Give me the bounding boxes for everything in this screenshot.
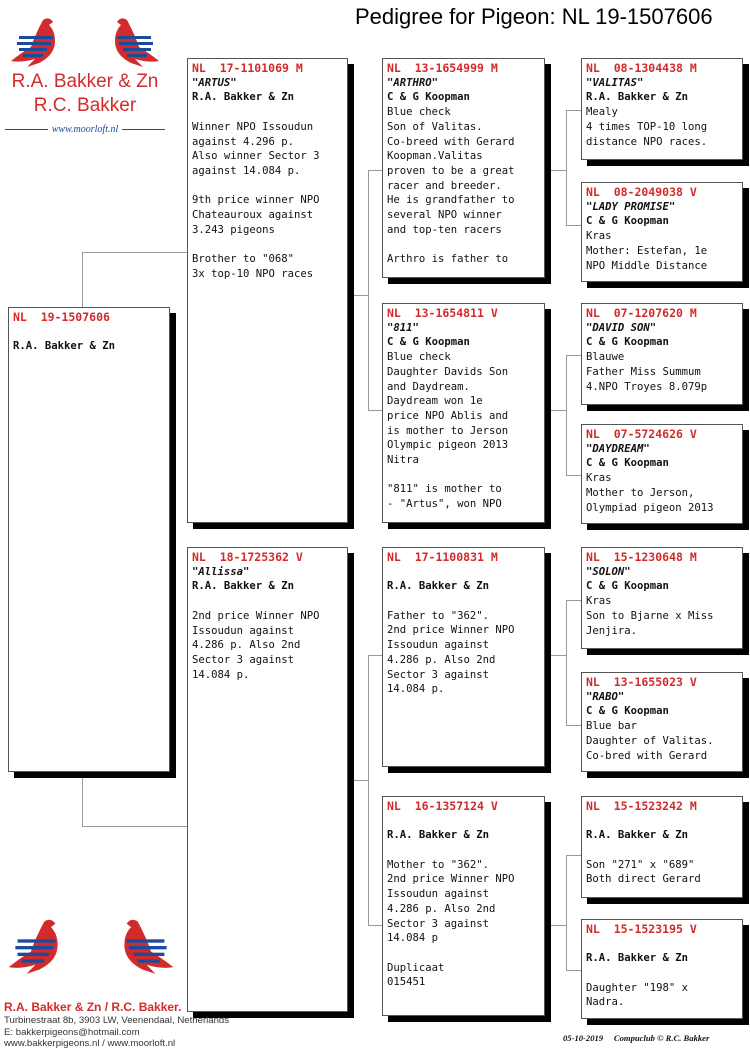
connector (566, 855, 567, 970)
note-line (586, 966, 738, 981)
ring-number: NL 07-1207620 M (586, 306, 697, 320)
note-line: is mother to Jerson (387, 424, 509, 437)
note-line: - "Artus", won NPO (387, 498, 502, 511)
pigeon-name: "Allissa" (192, 565, 250, 578)
note-line: Both direct Gerard (586, 873, 701, 886)
note-line (192, 594, 343, 609)
breeder: C & G Koopman (387, 91, 470, 104)
pigeon-card-dss[interactable] (581, 547, 743, 649)
note-line: racer and breeder. (387, 179, 502, 192)
note-line: Brother to "068" (192, 253, 295, 266)
note-line: Koopman.Valitas (387, 150, 483, 163)
note-line: price NPO Ablis and (387, 409, 509, 422)
note-line: 14.084 p. (192, 668, 250, 681)
note-line: Jenjira. (586, 624, 638, 637)
pigeon-card-ssd[interactable] (581, 182, 743, 282)
note-line: Olympiad pigeon 2013 (586, 501, 714, 514)
note-line: Daughter Davids Son (387, 365, 509, 378)
pigeon-name: "LADY PROMISE" (586, 200, 676, 213)
note-line: and Daydream. (387, 380, 470, 393)
ring-number: NL 08-1304438 M (586, 61, 697, 75)
connector (348, 780, 368, 781)
contact-name: R.A. Bakker & Zn / R.C. Bakker. (4, 1000, 182, 1014)
note-line: Daydream won 1e (387, 395, 483, 408)
logo-top (5, 14, 165, 135)
breeder: C & G Koopman (586, 336, 669, 349)
connector (566, 855, 582, 856)
connector (368, 925, 383, 926)
note-line: Daughter "198" x (586, 981, 689, 994)
ring-number: NL 07-5724626 V (586, 427, 697, 441)
note-line: NPO Middle Distance (586, 259, 708, 272)
connector (545, 655, 566, 656)
pigeon-name: "DAVID SON" (586, 321, 657, 334)
note-line: "811" is mother to (387, 483, 502, 496)
pigeon-card-sdd[interactable] (581, 424, 743, 524)
note-line: 4.286 p. Also 2nd (192, 639, 301, 652)
connector (566, 600, 582, 601)
connector (566, 600, 567, 725)
pigeon-card-sire-sire[interactable] (382, 58, 545, 278)
footer (563, 1033, 709, 1043)
page-title: Pedigree for Pigeon: NL 19-1507606 (355, 4, 713, 29)
note-line: 2nd price Winner NPO (192, 609, 320, 622)
pigeon-pair-logo-bottom-icon (2, 900, 180, 992)
contact-address: Turbinestraat 8b, 3903 LW, Veenendaal, Netherlands (4, 1015, 230, 1026)
note-line: Father to "362". (387, 609, 490, 622)
breeder: R.A. Bakker & Zn (387, 829, 490, 842)
connector (82, 252, 188, 253)
note-line: Mother: Estefan, 1e (586, 244, 708, 257)
note-line: Mother to Jerson, (586, 486, 695, 499)
note-line (387, 843, 540, 858)
note-line: Chateauroux against (192, 209, 314, 221)
note-line (192, 105, 343, 120)
pigeon-card-sire-dam[interactable] (382, 303, 545, 523)
pigeon-card-dam[interactable] (187, 547, 348, 1012)
breeder: R.A. Bakker & Zn (387, 580, 490, 593)
note-line (387, 468, 540, 483)
pigeon-card-dsd[interactable] (581, 672, 743, 772)
note-line: 2nd price Winner NPO (387, 624, 515, 637)
note-line: Sector 3 against (387, 917, 490, 930)
connector (82, 826, 188, 827)
note-line: 4 times TOP-10 long (586, 120, 708, 133)
breeder: C & G Koopman (586, 457, 669, 470)
footer-date: 05-10-2019 (563, 1033, 604, 1043)
ring-number: NL 08-2049038 V (586, 185, 697, 199)
note-line: Daughter of Valitas. (586, 734, 714, 747)
note-line: Blue check (387, 106, 451, 119)
note-line: 4.286 p. Also 2nd (387, 653, 496, 666)
breeder: C & G Koopman (586, 580, 669, 593)
note-line (387, 946, 540, 961)
pigeon-name (387, 565, 540, 580)
ring-number: NL 13-1655023 V (586, 675, 697, 689)
ring-number: NL 16-1357124 V (387, 799, 498, 813)
connector (566, 225, 582, 226)
breeder: C & G Koopman (387, 336, 470, 349)
pigeon-name: "ARTHRO" (387, 76, 439, 89)
pigeon-card-dam-dam[interactable] (382, 796, 545, 1016)
note-line: 2nd price Winner NPO (387, 873, 515, 886)
note-line: Father Miss Summum (586, 365, 701, 378)
pigeon-name (586, 937, 738, 952)
ring-number: NL 15-1523242 M (586, 799, 697, 813)
ring-number: NL 19-1507606 (13, 310, 110, 324)
connector (566, 475, 582, 476)
breeder: C & G Koopman (586, 215, 669, 228)
note-line: Nitra (387, 454, 419, 467)
note-line: proven to be a great (387, 164, 515, 177)
ring-number: NL 13-1654811 V (387, 306, 498, 320)
note-line: Olympic pigeon 2013 (387, 439, 509, 452)
note-line: 4.NPO Troyes 8.079p (586, 380, 708, 393)
note-line: Issoudun against (387, 888, 490, 901)
note-line: 4.286 p. Also 2nd (387, 902, 496, 915)
pigeon-card-subject[interactable] (8, 307, 170, 772)
note-line: Kras (586, 472, 612, 485)
ring-number: NL 18-1725362 V (192, 550, 303, 564)
contact-web[interactable]: www.bakkerpigeons.nl / www.moorloft.nl (4, 1038, 176, 1049)
pigeon-name (387, 814, 540, 829)
connector (566, 110, 567, 225)
contact-email[interactable]: E: bakkerpigeons@hotmail.com (4, 1026, 140, 1038)
note-line: Son of Valitas. (387, 120, 483, 133)
note-line: distance NPO races. (586, 135, 708, 148)
note-line: 015451 (387, 976, 426, 989)
ring-number: NL 15-1230648 M (586, 550, 697, 564)
pigeon-card-sss[interactable] (581, 58, 743, 160)
breeder: C & G Koopman (586, 705, 669, 718)
note-line: 14.084 p. (387, 683, 445, 696)
breeder: R.A. Bakker & Zn (586, 91, 689, 104)
ring-number: NL 17-1101069 M (192, 61, 303, 75)
note-line: Winner NPO Issoudun (192, 120, 314, 133)
note-line (387, 237, 540, 252)
note-line: Kras (586, 595, 612, 608)
pigeon-card-sire[interactable] (187, 58, 348, 523)
logo-line2: R.C. Bakker (33, 95, 137, 116)
pigeon-name: "SOLON" (586, 565, 631, 578)
connector (368, 170, 383, 171)
ring-number: NL 13-1654999 M (387, 61, 498, 75)
note-line (387, 594, 540, 609)
pigeon-card-ddd[interactable] (581, 919, 743, 1019)
ring-number: NL 15-1523195 V (586, 922, 697, 936)
connector (545, 410, 566, 411)
pigeon-card-dds[interactable] (581, 796, 743, 898)
note-line (192, 179, 343, 194)
connector (566, 725, 582, 726)
connector (566, 355, 582, 356)
breeder: R.A. Bakker & Zn (586, 952, 689, 965)
logo-line1: R.A. Bakker & Zn (11, 71, 159, 92)
connector (348, 295, 368, 296)
note-line: Also winner Sector 3 (192, 150, 320, 163)
breeder: R.A. Bakker & Zn (192, 91, 295, 104)
pigeon-name: "ARTUS" (192, 76, 237, 89)
note-line: 9th price winner NPO (192, 194, 320, 207)
connector (566, 970, 582, 971)
note-line: Issoudun against (387, 639, 490, 652)
connector (566, 355, 567, 475)
note-line: Blauwe (586, 351, 625, 364)
pigeon-name: "811" (387, 321, 419, 334)
pigeon-name: "RABO" (586, 690, 625, 703)
contact-block (4, 1000, 229, 1050)
note-line: Mealy (586, 106, 618, 119)
pigeon-card-sds[interactable] (581, 303, 743, 405)
breeder: R.A. Bakker & Zn (586, 829, 689, 842)
note-line: 3x top-10 NPO races (192, 267, 314, 280)
pigeon-name: "DAYDREAM" (586, 442, 650, 455)
note-line: Sector 3 against (387, 668, 490, 681)
logo-website: www.moorloft.nl (51, 124, 119, 135)
connector (368, 170, 369, 410)
breeder: R.A. Bakker & Zn (192, 580, 295, 593)
note-line: Co-bred with Gerard (586, 749, 708, 762)
note-line: 14.084 p (387, 932, 439, 945)
note-line: Arthro is father to (387, 253, 509, 266)
connector (368, 655, 383, 656)
note-line: Blue bar (586, 720, 638, 733)
pigeon-pair-logo-icon (5, 14, 165, 70)
note-line: and top-ten racers (387, 223, 502, 236)
note-line: Mother to "362". (387, 858, 490, 871)
ring-number: NL 17-1100831 M (387, 550, 498, 564)
note-line: Co-breed with Gerard (387, 135, 515, 148)
footer-credit: Compuclub © R.C. Bakker (613, 1033, 710, 1043)
note-line: Duplicaat (387, 961, 445, 974)
note-line: against 4.296 p. (192, 135, 295, 148)
note-line: against 14.084 p. (192, 164, 301, 177)
note-line: 3.243 pigeons (192, 223, 275, 236)
pigeon-card-dam-sire[interactable] (382, 547, 545, 767)
breeder: R.A. Bakker & Zn (13, 340, 116, 353)
note-line: He is grandfather to (387, 194, 515, 207)
note-line (586, 843, 738, 858)
note-line: Nadra. (586, 996, 625, 1009)
note-line: Kras (586, 230, 612, 243)
connector (368, 655, 369, 925)
pigeon-name (13, 325, 165, 340)
note-line: Son to Bjarne x Miss (586, 609, 714, 622)
connector (545, 170, 566, 171)
pigeon-name: "VALITAS" (586, 76, 644, 89)
note-line: Blue check (387, 351, 451, 364)
note-line: Son "271" x "689" (586, 858, 695, 871)
connector (368, 410, 383, 411)
note-line: Issoudun against (192, 624, 295, 637)
note-line (192, 237, 343, 252)
note-line: Sector 3 against (192, 653, 295, 666)
connector (545, 925, 566, 926)
pigeon-name (586, 814, 738, 829)
note-line: several NPO winner (387, 209, 502, 222)
connector (566, 110, 582, 111)
